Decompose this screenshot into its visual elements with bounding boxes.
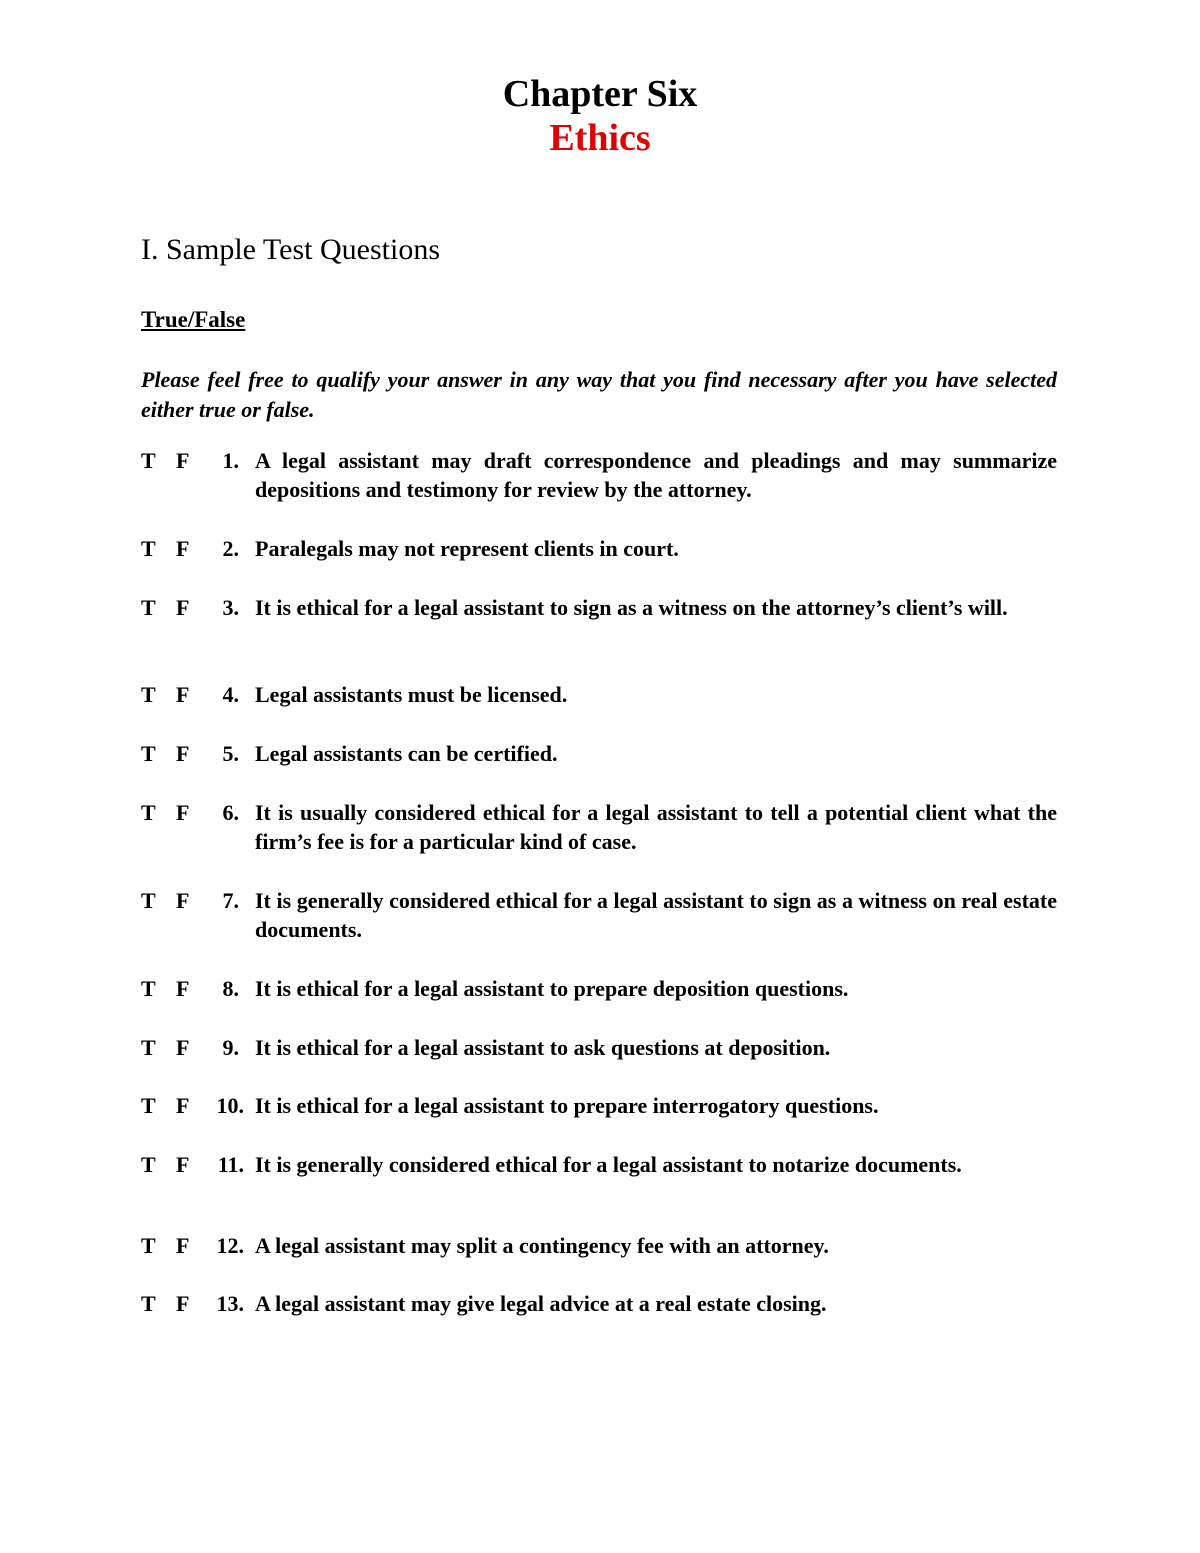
true-option[interactable]: T [141,595,156,620]
true-option[interactable]: T [141,682,156,707]
question-number: 10. [216,1093,244,1118]
false-option[interactable]: F [176,1093,190,1118]
chapter-title: Chapter Six [502,73,698,115]
question-text: A legal assistant may draft correspondence and pleadings and may summarize depositions and testimony for review by the attorney. [255,448,1057,502]
chapter-subject: Ethics [549,117,651,159]
true-option[interactable]: T [141,1152,156,1177]
true-option[interactable]: T [141,1093,156,1118]
question-number: 4. [222,682,239,707]
question-number: 9. [222,1035,239,1060]
false-option[interactable]: F [176,1152,190,1177]
question-number: 8. [222,976,239,1001]
question-text: A legal assistant may give legal advice at a real estate closing. [255,1291,827,1316]
false-option[interactable]: F [176,741,190,766]
question-number: 6. [222,800,239,825]
question-text: It is generally considered ethical for a legal assistant to sign as a witness on real estate documents. [255,888,1057,942]
question-text: It is usually considered ethical for a legal assistant to tell a potential client what the firm’s fee is for a particular kind of case. [255,800,1057,854]
question-text: A legal assistant may split a contingency fee with an attorney. [255,1233,829,1258]
question-number: 2. [222,536,239,561]
false-option[interactable]: F [176,976,190,1001]
false-option[interactable]: F [176,536,190,561]
question-number: 11. [217,1152,244,1177]
false-option[interactable]: F [176,595,190,620]
false-option[interactable]: F [176,682,190,707]
true-option[interactable]: T [141,1035,156,1060]
question-text: It is ethical for a legal assistant to sign as a witness on the attorney’s client’s will. [255,595,1008,620]
true-option[interactable]: T [141,741,156,766]
question-text: It is generally considered ethical for a legal assistant to notarize documents. [255,1152,962,1177]
true-option[interactable]: T [141,1291,156,1316]
true-option[interactable]: T [141,448,156,473]
true-option[interactable]: T [141,976,156,1001]
instructions-text: Please feel free to qualify your answer in any way that you find necessary after you have selected either true or false. [141,367,1057,422]
question-number: 12. [216,1233,244,1258]
false-option[interactable]: F [176,800,190,825]
question-number: 5. [222,741,239,766]
false-option[interactable]: F [176,1035,190,1060]
question-text: It is ethical for a legal assistant to prepare deposition questions. [255,976,849,1001]
false-option[interactable]: F [176,1233,190,1258]
true-option[interactable]: T [141,536,156,561]
question-text: Legal assistants can be certified. [255,741,558,766]
true-option[interactable]: T [141,888,156,913]
subsection-heading: True/False [141,307,246,332]
question-text: Legal assistants must be licensed. [255,682,568,707]
question-number: 1. [222,448,239,473]
false-option[interactable]: F [176,888,190,913]
section-title: I. Sample Test Questions [141,233,440,266]
false-option[interactable]: F [176,1291,190,1316]
true-option[interactable]: T [141,1233,156,1258]
question-text: It is ethical for a legal assistant to prepare interrogatory questions. [255,1093,879,1118]
question-number: 7. [222,888,239,913]
question-number: 13. [216,1291,244,1316]
false-option[interactable]: F [176,448,190,473]
question-text: It is ethical for a legal assistant to ask questions at deposition. [255,1035,831,1060]
question-number: 3. [222,595,239,620]
true-option[interactable]: T [141,800,156,825]
question-text: Paralegals may not represent clients in court. [255,536,679,561]
